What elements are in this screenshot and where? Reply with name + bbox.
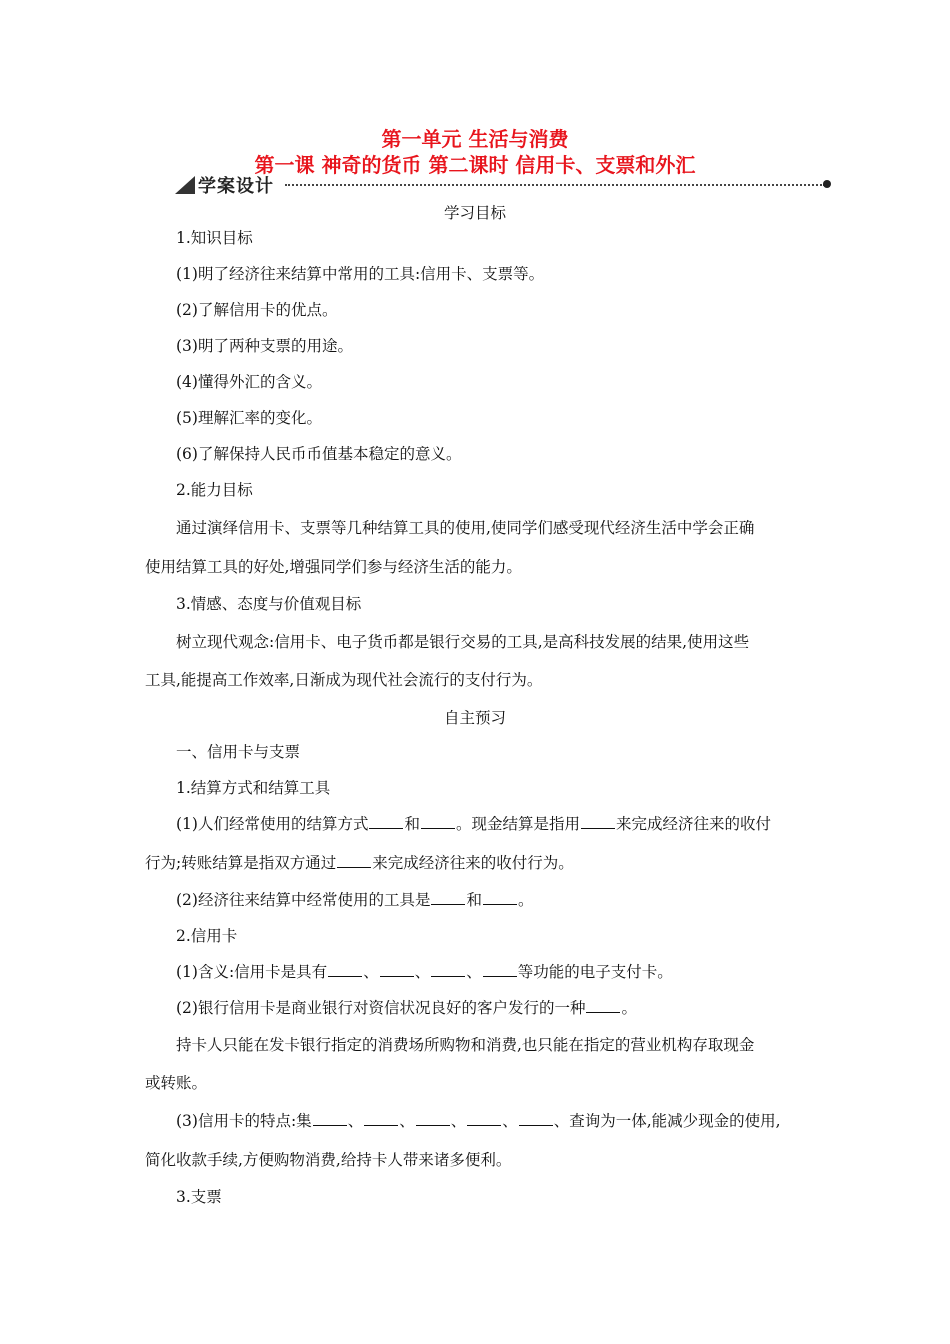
ability-text: 使用结算工具的好处,增强同学们参与经济生活的能力。 [145,558,522,576]
paragraph: 简化收款手续,方便购物消费,给持卡人带来诸多便利。 [145,1151,512,1169]
emotion-text: 树立现代观念:信用卡、电子货币都是银行交易的工具,是高科技发展的结果,使用这些 [176,633,750,651]
emotion-heading: 3.情感、态度与价值观目标 [176,595,362,613]
knowledge-heading: 1.知识目标 [176,229,253,247]
answer-blank[interactable] [467,1111,501,1126]
end-dot-icon [823,180,831,188]
paragraph: 或转账。 [145,1074,208,1092]
triangle-icon [175,176,195,194]
answer-blank[interactable] [431,890,465,905]
sub-heading: 3.支票 [176,1188,222,1206]
sub-heading: 1.结算方式和结算工具 [176,779,331,797]
knowledge-item: (2)了解信用卡的优点。 [176,301,338,319]
answer-blank[interactable] [586,998,620,1013]
knowledge-item: (1)明了经济往来结算中常用的工具:信用卡、支票等。 [176,265,545,283]
ability-heading: 2.能力目标 [176,481,253,499]
answer-blank[interactable] [416,1111,450,1126]
answer-blank[interactable] [364,1111,398,1126]
ability-text: 通过演绎信用卡、支票等几种结算工具的使用,使同学们感受现代经济生活中学会正确 [176,519,755,537]
goals-heading: 学习目标 [443,204,506,222]
emotion-text: 工具,能提高工作效率,日渐成为现代社会流行的支付行为。 [145,671,543,689]
answer-blank[interactable] [328,962,362,977]
question-line: (2)银行信用卡是商业银行对资信状况良好的客户发行的一种 。 [176,999,637,1017]
dotted-divider [285,184,825,186]
question-line: (1)含义:信用卡是具有 、 、 、 等功能的电子支付卡。 [176,963,673,981]
answer-blank[interactable] [369,814,403,829]
sub-heading: 2.信用卡 [176,927,238,945]
paragraph: 持卡人只能在发卡银行指定的消费场所购物和消费,也只能在指定的营业机构存取现金 [176,1036,755,1054]
lesson-title: 第一课 神奇的货币 第二课时 信用卡、支票和外汇 [254,153,696,177]
question-line: (2)经济往来结算中经常使用的工具是 和 。 [176,891,534,909]
section-banner [175,172,835,196]
section-heading: 一、信用卡与支票 [176,743,301,761]
question-line: 行为;转账结算是指双方通过 来完成经济往来的收付行为。 [145,854,574,872]
knowledge-item: (3)明了两种支票的用途。 [176,337,353,355]
answer-blank[interactable] [421,814,455,829]
answer-blank[interactable] [431,962,465,977]
answer-blank[interactable] [313,1111,347,1126]
preview-heading: 自主预习 [443,709,506,727]
answer-blank[interactable] [483,962,517,977]
knowledge-item: (4)懂得外汇的含义。 [176,373,322,391]
knowledge-item: (5)理解汇率的变化。 [176,409,322,427]
question-line: (3)信用卡的特点:集 、 、 、 、 、查询为一体,能减少现金的使用, [176,1112,781,1130]
unit-title: 第一单元 生活与消费 [381,127,569,151]
answer-blank[interactable] [380,962,414,977]
answer-blank[interactable] [519,1111,553,1126]
knowledge-item: (6)了解保持人民币币值基本稳定的意义。 [176,445,462,463]
question-line: (1)人们经常使用的结算方式 和 。现金结算是指用 来完成经济往来的收付 [176,815,772,833]
banner-label: 学案设计 [198,176,274,197]
answer-blank[interactable] [337,853,371,868]
answer-blank[interactable] [483,890,517,905]
answer-blank[interactable] [581,814,615,829]
